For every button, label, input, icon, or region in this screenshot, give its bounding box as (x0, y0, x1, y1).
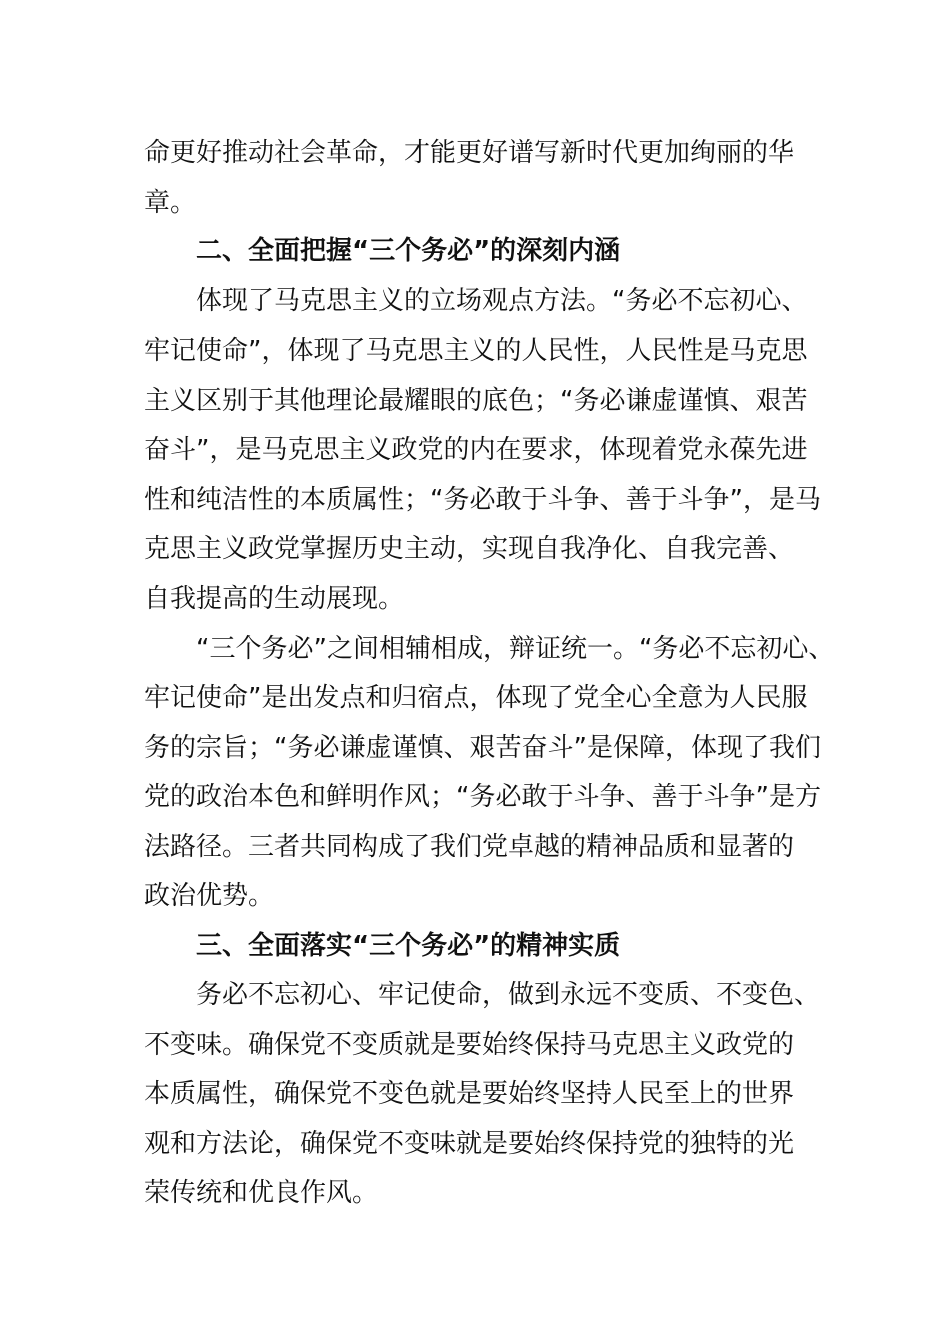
text-line: 法路径。三者共同构成了我们党卓越的精神品质和显著的 (144, 832, 795, 862)
text-line: 主义区别于其他理论最耀眼的底色；“务必谦虚谨慎、艰苦 (144, 386, 808, 416)
text-line: 命更好推动社会革命，才能更好谱写新时代更加绚丽的华 (144, 138, 795, 168)
text-line: 牢记使命”，体现了马克思主义的人民性，人民性是马克思 (144, 336, 808, 366)
text-line: 体现了马克思主义的立场观点方法。“务必不忘初心、 (196, 286, 808, 316)
text-line: 观和方法论，确保党不变味就是要始终保持党的独特的光 (144, 1129, 795, 1159)
text-line: 荣传统和优良作风。 (144, 1178, 379, 1208)
text-line: 牢记使命”是出发点和归宿点，体现了党全心全意为人民服 (144, 683, 808, 713)
text-line: 克思主义政党掌握历史主动，实现自我净化、自我完善、 (144, 534, 795, 564)
text-line: 自我提高的生动展现。 (144, 584, 405, 614)
text-line: “三个务必”之间相辅相成，辩证统一。“务必不忘初心、 (196, 634, 835, 664)
section-heading: 二、全面把握“三个务必”的深刻内涵 (196, 236, 621, 266)
text-line: 政治优势。 (144, 881, 275, 911)
text-line: 务的宗旨；“务必谦虚谨慎、艰苦奋斗”是保障，体现了我们 (144, 733, 821, 763)
text-line: 党的政治本色和鲜明作风；“务必敢于斗争、善于斗争”是方 (144, 782, 821, 812)
text-line: 奋斗”，是马克思主义政党的内在要求，体现着党永葆先进 (144, 435, 808, 465)
text-line: 本质属性，确保党不变色就是要始终坚持人民至上的世界 (144, 1079, 795, 1109)
text-line: 性和纯洁性的本质属性；“务必敢于斗争、善于斗争”，是马 (144, 485, 821, 515)
text-line: 章。 (144, 188, 197, 218)
text-line: 务必不忘初心、牢记使命，做到永远不变质、不变色、 (196, 980, 821, 1010)
section-heading: 三、全面落实“三个务必”的精神实质 (196, 931, 621, 961)
text-line: 不变味。确保党不变质就是要始终保持马克思主义政党的 (144, 1030, 795, 1060)
